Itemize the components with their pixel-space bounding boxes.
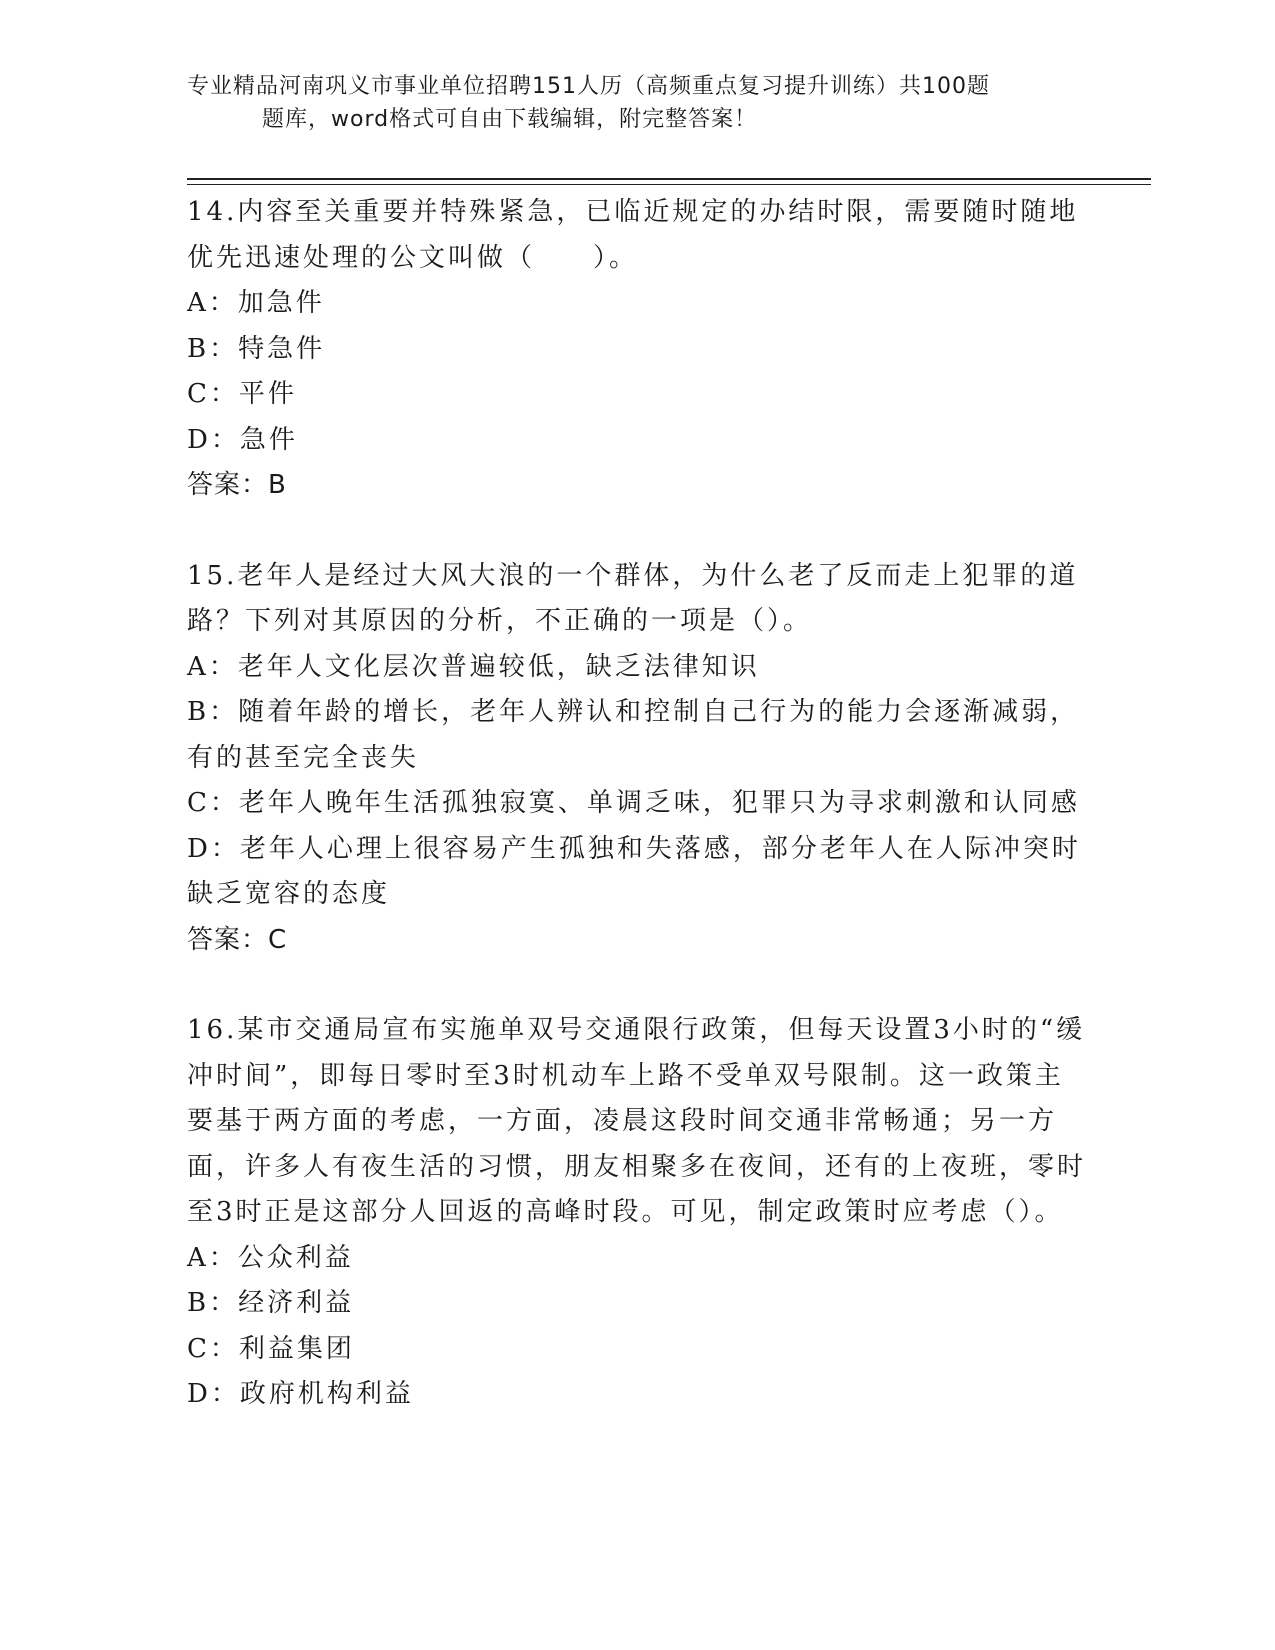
option-d: D：政府机构利益: [187, 1379, 414, 1409]
header-line-1: 专业精品河南巩义市事业单位招聘151人历（高频重点复习提升训练）共100题: [187, 74, 990, 99]
option-b: B：经济利益: [187, 1288, 355, 1318]
question-15: [187, 554, 1087, 964]
answer: 答案：C: [187, 924, 288, 955]
question-stem: 15.老年人是经过大风大浪的一个群体，为什么老了反而走上犯罪的道路？下列对其原因的分析，不正确的一项是（）。: [187, 560, 1079, 636]
question-list: [187, 190, 1087, 1463]
header-divider-thick: [187, 178, 1151, 180]
document-header: [187, 70, 1067, 136]
option-d: D：老年人心理上很容易产生孤独和失落感，部分老年人在人际冲突时缺乏宽容的态度: [187, 833, 1081, 909]
option-a: A：公众利益: [187, 1242, 354, 1273]
option-d: D：急件: [187, 424, 298, 455]
option-a: A：老年人文化层次普遍较低，缺乏法律知识: [187, 651, 760, 682]
question-stem: 16.某市交通局宣布实施单双号交通限行政策，但每天设置3小时的“缓冲时间”，即每日零时至3时机动车上路不受单双号限制。这一政策主要基于两方面的考虑，一方面，凌晨这段时间交通非常畅通；另一方面，许多人有夜生活的习惯，朋友相聚多在夜间，还有的上夜班，零时至3时正是这部分人回返的高峰时段。可见，制定政策时应考虑（）。: [187, 1015, 1087, 1227]
header-line-2: 题库，word格式可自由下载编辑，附完整答案！: [262, 107, 758, 132]
option-c: C：平件: [187, 379, 297, 409]
question-stem: 14.内容至关重要并特殊紧急，已临近规定的办结时限，需要随时随地优先迅速处理的公文叫做（ ）。: [187, 197, 1079, 273]
option-a: A：加急件: [187, 288, 325, 318]
option-c: C：利益集团: [187, 1333, 355, 1364]
question-16: [187, 1008, 1087, 1418]
option-c: C：老年人晚年生活孤独寂寞、单调乏味，犯罪只为寻求刺激和认同感: [187, 788, 1080, 818]
question-14: [187, 190, 1087, 509]
option-b: B：特急件: [187, 333, 326, 364]
option-b: B：随着年龄的增长，老年人辨认和控制自己行为的能力会逐渐减弱，有的甚至完全丧失: [187, 697, 1080, 773]
header-divider-thin: [187, 184, 1151, 185]
answer: 答案：B: [187, 470, 287, 500]
